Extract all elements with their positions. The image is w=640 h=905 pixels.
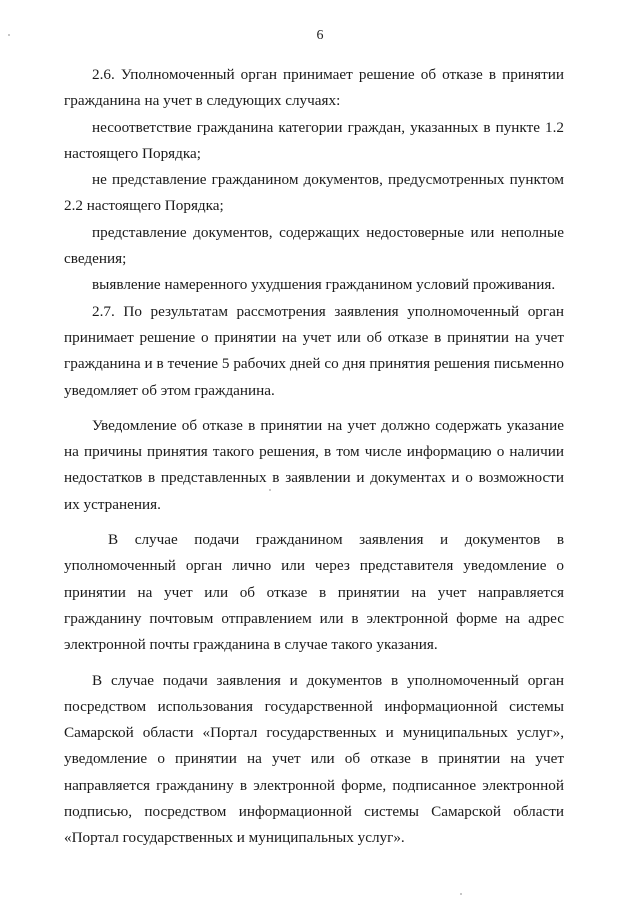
scan-speck xyxy=(269,489,271,491)
paragraph-refusal-notice: Уведомление об отказе в принятии на учет должно содержать указание на причины принятия такого решения, в том числе информацию о наличии недостатков в представленных в заявлении и документах и о возможности их устранения. xyxy=(64,416,564,513)
list-item-documents-not-provided: не представление гражданином документов, предусмотренных пунктом 2.2 настоящего Порядка; xyxy=(64,171,564,215)
scan-speck xyxy=(8,34,10,36)
list-item-category-mismatch: несоответствие гражданина категории граждан, указанных в пункте 1.2 настоящего Порядка; xyxy=(64,118,564,162)
list-item-unreliable-documents: представление документов, содержащих недостоверные или неполные сведения; xyxy=(64,223,564,268)
page-number: 6 xyxy=(316,28,324,43)
document-body xyxy=(64,62,564,852)
list-item-deliberate-worsening: выявление намеренного ухудшения гражданином условий проживания. xyxy=(92,276,556,294)
paragraph-2-6: 2.6. Уполномоченный орган принимает решение об отказе в принятии гражданина на учет в следующих случаях: xyxy=(64,66,564,110)
paragraph-2-7: 2.7. По результатам рассмотрения заявления уполномоченный орган принимает решение о принятии на учет или об отказе в принятии на учет гражданина и в течение 5 рабочих дней со дня принятия решения письменно уведомляет об этом гражданина. xyxy=(64,302,564,399)
paragraph-portal-submission: В случае подачи заявления и документов в уполномоченный орган посредством использования государственной информационной системы Самарской области «Портал государственных и муниципальных услуг», уведомление о принятии на учет или об отказе в принятии на учет направляется гражданину в электронной форме, подписанное электронной подписью, посредством информационной системы Самарской области «Портал государственных и муниципальных услуг». xyxy=(64,671,564,847)
scan-speck xyxy=(460,893,462,895)
paragraph-personal-submission: В случае подачи гражданином заявления и документов в уполномоченный орган лично или через представителя уведомление о принятии на учет или об отказе в принятии на учет направляется гражданину почтовым отправлением или в электронной форме на адрес электронной почты гражданина в случае такого указания. xyxy=(64,531,564,654)
